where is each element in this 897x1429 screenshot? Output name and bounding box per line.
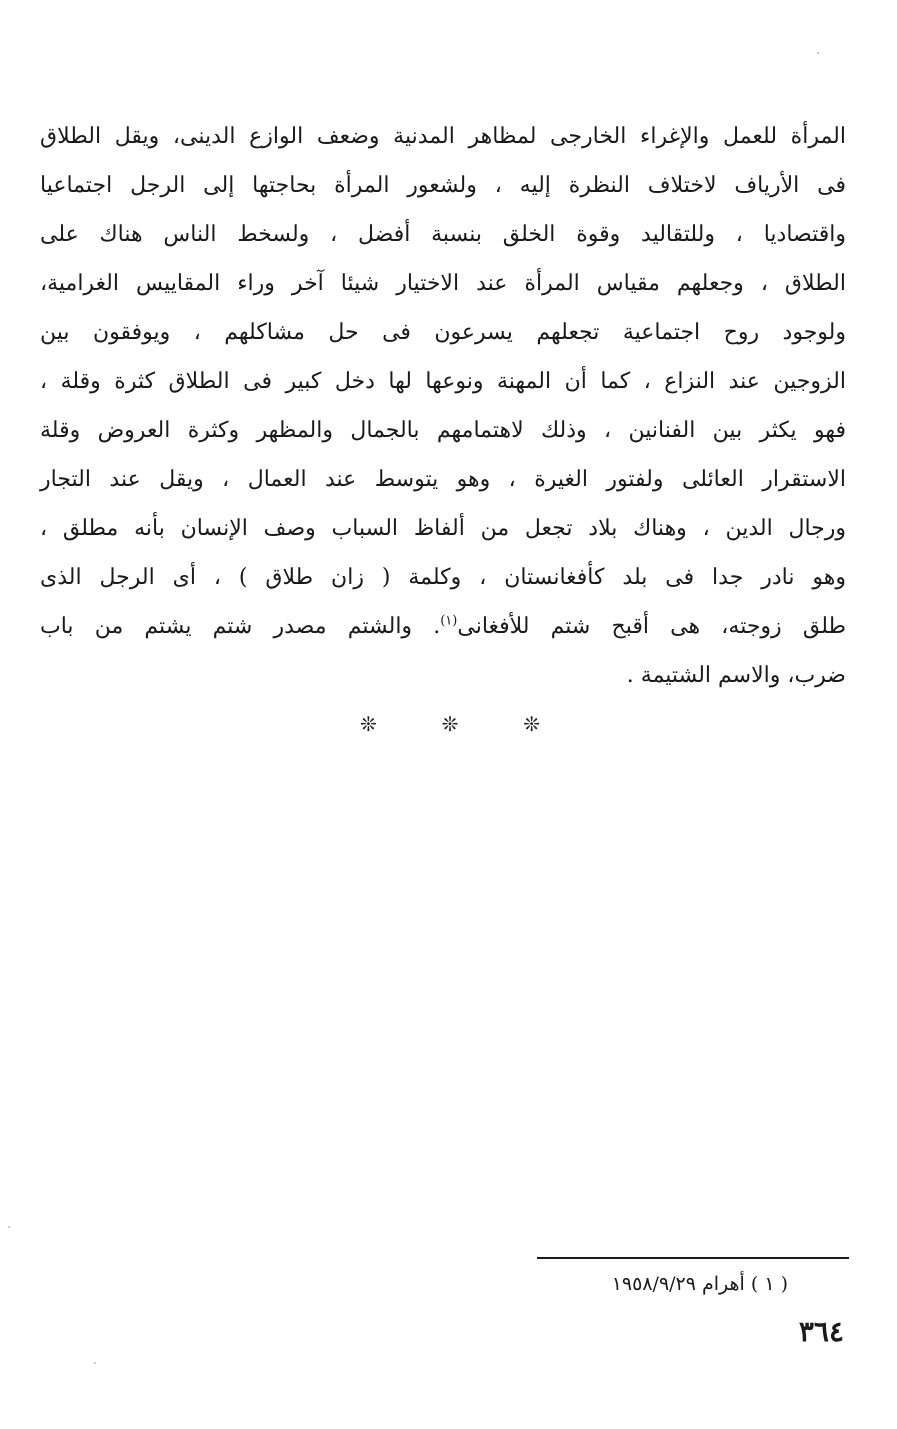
asterism-icon: ❊ (523, 712, 540, 736)
text-segment: . والشتم مصدر شتم يشتم من باب (40, 614, 441, 639)
page-number: ٣٦٤ (798, 1315, 844, 1348)
text-line: المرأة للعمل والإغراء الخارجى لمظاهر المدنية وضعف الوازع الدينى، ويقل الطلاق (40, 124, 846, 149)
text-line: وهو نادر جدا فى بلد كأفغانستان ، وكلمة ( زان طلاق ) ، أى الرجل الذى (40, 565, 846, 590)
text-line: ولوجود روح اجتماعية تجعلهم يسرعون فى حل مشاكلهم ، ويوفقون بين (40, 320, 846, 345)
text-line: واقتصاديا ، وللتقاليد وقوة الخلق بنسبة أفضل ، ولسخط الناس هناك على (40, 222, 846, 247)
text-segment: طلق زوجته، هى أقبح شتم للأفغانى (457, 614, 846, 639)
text-line: ورجال الدين ، وهناك بلاد تجعل من ألفاظ السباب وصف الإنسان بأنه مطلق ، (40, 516, 846, 541)
text-line: الطلاق ، وجعلهم مقياس المرأة عند الاختيار شيئا آخر وراء المقاييس الغرامية، (40, 271, 846, 296)
footnote: ( ١ ) أهرام ١٩٥٨/٩/٢٩ (611, 1273, 788, 1295)
scan-speck (94, 1362, 96, 1364)
text-line: الزوجين عند النزاع ، كما أن المهنة ونوعها لها دخل كبير فى الطلاق كثرة وقلة ، (40, 369, 846, 394)
scan-speck (817, 52, 819, 54)
section-separator (360, 712, 540, 736)
text-line: فى الأرياف لاختلاف النظرة إليه ، ولشعور المرأة بحاجتها إلى الرجل اجتماعيا (40, 173, 846, 198)
asterism-icon: ❊ (360, 712, 377, 736)
footnote-reference[interactable]: (١) (440, 613, 458, 629)
text-line-with-footnote-ref (40, 602, 846, 651)
text-line: الاستقرار العائلى ولفتور الغيرة ، وهو يتوسط عند العمال ، ويقل عند التجار (40, 467, 846, 492)
text-line: ضرب، والاسم الشتيمة . (626, 663, 846, 688)
text-line: فهو يكثر بين الفنانين ، وذلك لاهتمامهم بالجمال والمظهر وكثرة العروض وقلة (40, 418, 846, 443)
footnote-divider (537, 1257, 849, 1259)
scan-speck (8, 1226, 10, 1228)
body-paragraph (40, 112, 846, 700)
asterism-icon: ❊ (441, 712, 459, 736)
